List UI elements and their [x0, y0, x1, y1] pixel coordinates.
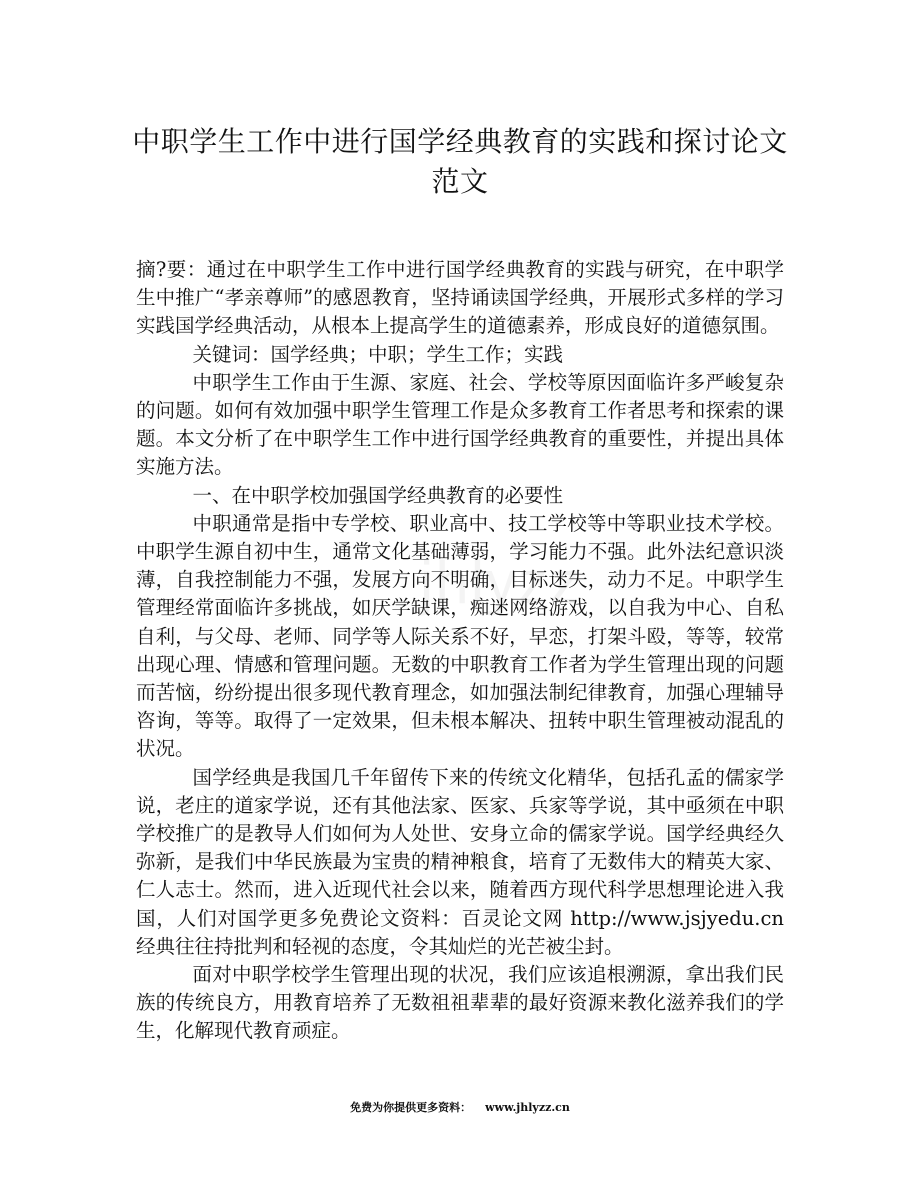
body-paragraph: 中职通常是指中专学校、职业高中、技工学校等中等职业技术学校。中职学生源自初中生，通常文化基础薄弱，学习能力不强。此外法纪意识淡薄，自我控制能力不强，发展方向不明确，目标迷失，动力不足。中职学生管理经常面临许多挑战，如厌学缺课，痴迷网络游戏，以自我为中心、自私自利，与父母、老师、同学等人际关系不好，早恋，打架斗殴，等等，较常出现心理、情感和管理问题。无数的中职教育工作者为学生管理出现的问题而苦恼，纷纷提出很多现代教育理念，如加强法制纪律教育，加强心理辅导咨询，等等。取得了一定效果，但未根本解决、扭转中职生管理被动混乱的状况。	[136, 511, 784, 761]
footer-link[interactable]: www.jhlyzz.cn	[485, 1101, 570, 1114]
intro-paragraph: 中职学生工作由于生源、家庭、社会、学校等原因面临许多严峻复杂的问题。如何有效加强中职学生管理工作是众多教育工作者思考和探索的课题。本文分析了在中职学生工作中进行国学经典教育的重要性，并提出具体实施方法。	[136, 370, 784, 479]
section-heading: 一、在中职学校加强国学经典教育的必要性	[192, 483, 564, 507]
footer-label: 免费为你提供更多资料：	[350, 1101, 472, 1114]
body-paragraph: 面对中职学校学生管理出现的状况，我们应该追根溯源，拿出我们民族的传统良方，用教育培养了无数祖祖辈辈的最好资源来教化滋养我们的学生，化解现代教育顽症。	[136, 963, 784, 1043]
page-footer	[0, 1099, 920, 1115]
document-body	[136, 256, 784, 1046]
abstract-paragraph: 摘?要：通过在中职学生工作中进行国学经典教育的实践与研究，在中职学生中推广“孝亲尊师”的感恩教育，坚持诵读国学经典，开展形式多样的学习实践国学经典活动，从根本上提高学生的道德素养，形成良好的道德氛围。	[136, 258, 784, 338]
body-paragraph: 国学经典是我国几千年留传下来的传统文化精华，包括孔孟的儒家学说，老庄的道家学说，还有其他法家、医家、兵家等学说，其中亟须在中职学校推广的是教导人们如何为人处世、安身立命的儒家学说。国学经典经久弥新，是我们中华民族最为宝贵的精神粮食，培育了无数伟大的精英大家、仁人志士。然而，进入近现代社会以来，随着西方现代科学思想理论进入我国，人们对国学更多免费论文资料：百灵论文网 http://www.jsjyedu.cn 经典往往持批判和轻视的态度，令其灿烂的光芒被尘封。	[136, 765, 784, 958]
document-title: 中职学生工作中进行国学经典教育的实践和探讨论文范文	[132, 125, 788, 198]
keywords-paragraph: 关键词：国学经典；中职；学生工作；实践	[192, 342, 564, 366]
